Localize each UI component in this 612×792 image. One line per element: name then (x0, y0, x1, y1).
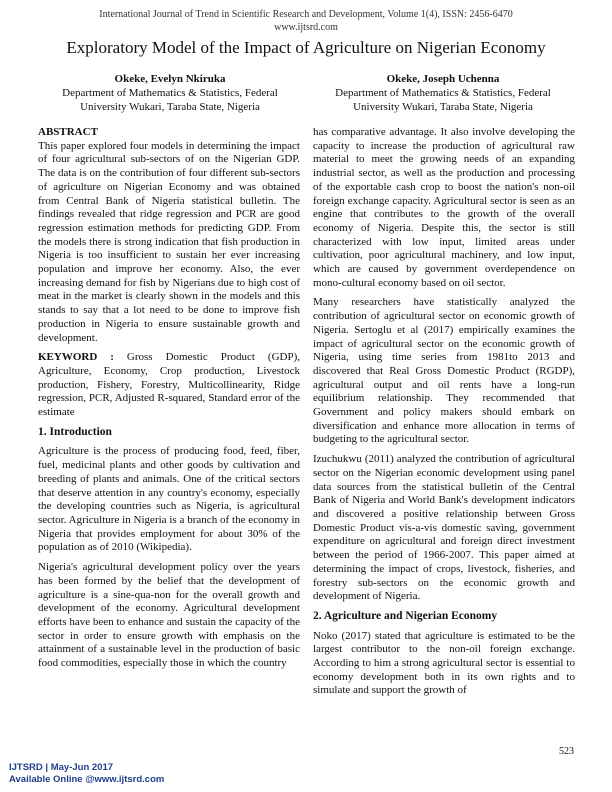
keywords-text: Gross Domestic Product (GDP), Agriculture, Economy, Crop production, Livestock production, Fishery, Forestry, Multicollinearity, Ridge regression, PCR, Adjusted R-squared, Standard error of the estimate (38, 351, 300, 419)
journal-header: International Journal of Trend in Scientific Research and Development, Volume 1(4), ISSN: 2456-6470 (99, 9, 513, 20)
author-affiliation: Department of Mathematics & Statistics, Federal (335, 87, 551, 99)
keywords-label: KEYWORD : (38, 351, 114, 364)
keywords (38, 351, 300, 420)
paragraph: Agriculture is the process of producing food, feed, fiber, fuel, medicinal plants and other goods by cultivation and breeding of plants and animals. One of the critical sectors that deserve attention in any country's economy, especially the developing countries such as Nigeria, is agricultural sector. Agriculture in Nigeria is a branch of the economy in Nigeria that provides employment for about 30% of the population as of 2010 (Wikipedia). (38, 445, 300, 554)
paragraph: has comparative advantage. It also involve developing the capacity to increase the production of agricultural raw material to meet the growing needs of an expanding industrial sector, as well as the production and processing of the exportable cash crop to boost the nation's non-oil foreign exchange capacity. Agricultural sector is seen as an engine that contributes to the growth of the overall economy of Nigeria. Despite this, the sector is still characterized with low input, limited areas under cultivation, poor agricultural machinery, and low input, which are caused by government overdependence on mono-cultural economy based on oil sector. (313, 126, 575, 289)
author-name: Okeke, Joseph Uchenna (386, 73, 500, 85)
abstract-heading: ABSTRACT (38, 126, 98, 138)
paragraph: Noko (2017) stated that agriculture is estimated to be the largest contributor to the non-oil foreign exchange. According to him a strong agricultural sector is essential to economy development both in its own rights and to simulate and support the growth of (313, 629, 575, 697)
footer-journal: IJTSRD | May-Jun 2017 (9, 762, 114, 773)
author-block-1 (35, 72, 305, 114)
paragraph: Izuchukwu (2011) analyzed the contribution of agricultural sector on the Nigerian economic development using panel data sources from the statistical bulletin of the Central Bank of Nigeria and World Bank's development indicators and discovered a positive relationship between Gross Domestic Product vis-a-vis domestic saving, government expenditure on agricultural and foreign direct investment between the period of 1966-2007. This paper aimed at determining the impact of crops, livestock, fisheries, and forestry sub-sectors on the economic growth and development of Nigeria. (313, 453, 575, 603)
left-column (38, 126, 300, 677)
author-affiliation: University Wukari, Taraba State, Nigeria (80, 101, 260, 113)
paragraph: Many researchers have statistically analyzed the contribution of agricultural sector on economic growth of Nigeria. Sertoglu et al (2017) empirically examines the impact of agricultural sector on the economic growth of Nigeria, using time series from 1981to 2013 and discovered that Real Gross Domestic Product (RGDP), agricultural output and oil rents have a long-run equilibrium relationship. They recommended that Government and policy makers should embark on diversification and enhance more allocation in terms of budgeting to the agricultural sector. (313, 296, 575, 446)
section-heading-agriculture-economy: 2. Agriculture and Nigerian Economy (313, 609, 498, 622)
journal-website: www.ijtsrd.com (274, 22, 338, 33)
footer-website: Available Online @www.ijtsrd.com (9, 774, 165, 785)
section-heading-introduction: 1. Introduction (38, 425, 112, 438)
abstract-text: This paper explored four models in determining the impact of four agricultural sub-sectors of on the Nigerian GDP. The data is on the contribution of four different sub-sectors of agriculture on Nigerian Economy and was obtained from Central Bank of Nigeria statistical bulletin. The findings revealed that ridge regression and PCR are good regression estimation methods for predicting GDP. From the models there is strong indication that fish production in Nigeria is too insufficient to sustain her ever increasing population and improve her economy. Also, the ever increasing demand for fish by Nigerians due to high cost of meat in the market is clearly shown in the models and this stands to say that a lot need to be done to improve fish production in Nigeria to ensure sustainable growth and development. (38, 139, 300, 344)
page-number: 523 (559, 746, 574, 757)
paragraph: Nigeria's agricultural development policy over the years has been formed by the belief that the development of agriculture is a sine-qua-non for the overall growth and development of the economy. Agricultural development efforts have been to enhance and sustain the capacity of the sector in order to ensure growth with emphasis on the attainment of a sustainable level in the production of basic food commodities, especially those in which the country (38, 561, 300, 670)
author-affiliation: University Wukari, Taraba State, Nigeria (353, 101, 533, 113)
author-block-2 (308, 72, 578, 114)
paper-title: Exploratory Model of the Impact of Agriculture on Nigerian Economy (66, 38, 546, 57)
author-name: Okeke, Evelyn Nkiruka (114, 73, 226, 85)
right-column (313, 126, 575, 704)
author-affiliation: Department of Mathematics & Statistics, Federal (62, 87, 278, 99)
